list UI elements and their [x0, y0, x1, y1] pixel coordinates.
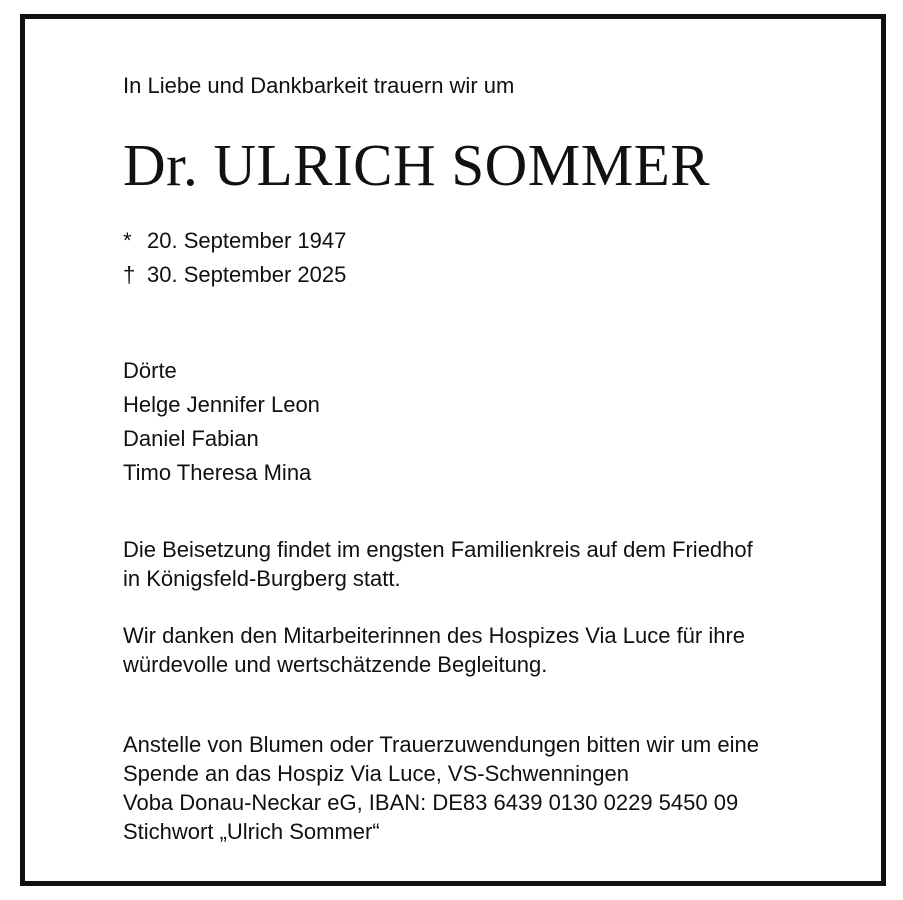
family-member: Timo Theresa Mina: [123, 460, 312, 485]
donation-line: Anstelle von Blumen oder Trauerzuwendungen bitten wir um eine: [123, 732, 759, 757]
birth-row: [123, 226, 346, 260]
intro-text: In Liebe und Dankbarkeit trauern wir um: [123, 73, 515, 98]
death-symbol: †: [123, 262, 136, 287]
birth-symbol: *: [123, 228, 132, 253]
thanks-line: Wir danken den Mitarbeiterinnen des Hospizes Via Luce für ihre: [123, 623, 746, 648]
family-member: Helge Jennifer Leon: [123, 392, 320, 417]
donation-paragraph: [123, 730, 759, 846]
thanks-paragraph: [123, 621, 745, 679]
donation-line: Spende an das Hospiz Via Luce, VS-Schwenningen: [123, 761, 629, 786]
burial-paragraph: [123, 535, 753, 593]
death-date: 30. September 2025: [147, 262, 347, 287]
thanks-line: würdevolle und wertschätzende Begleitung.: [123, 652, 548, 677]
donation-keyword-line: Stichwort „Ulrich Sommer“: [123, 819, 380, 844]
family-list: [123, 356, 320, 492]
burial-line: in Königsfeld-Burgberg statt.: [123, 566, 401, 591]
donation-bank-line: Voba Donau-Neckar eG, IBAN: DE83 6439 0130 0229 5450 09: [123, 790, 739, 815]
life-dates: [123, 226, 346, 294]
death-row: [123, 260, 346, 294]
family-member: Dörte: [123, 358, 177, 383]
birth-date: 20. September 1947: [147, 228, 347, 253]
family-member: Daniel Fabian: [123, 426, 259, 451]
burial-line: Die Beisetzung findet im engsten Familienkreis auf dem Friedhof: [123, 537, 753, 562]
deceased-name: Dr. ULRICH SOMMER: [123, 132, 711, 198]
